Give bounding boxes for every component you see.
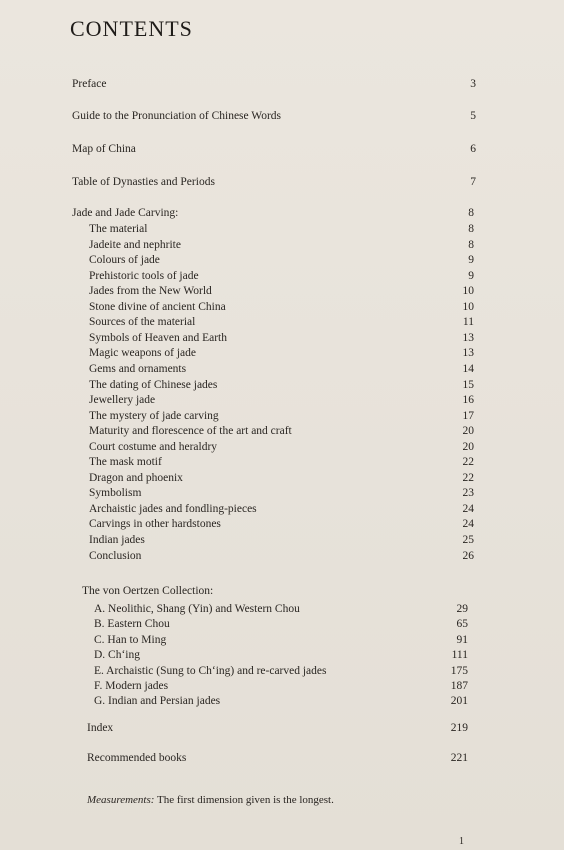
entry-label: Magic weapons of jade [89, 347, 196, 360]
entry-page-number: 6 [470, 143, 476, 155]
entry-label: Stone divine of ancient China [89, 300, 226, 313]
entry-label: Sources of the material [89, 316, 196, 329]
entry-page-number: 11 [462, 316, 474, 329]
entry-page-number: 175 [450, 664, 468, 677]
entry-label: The dating of Chinese jades [89, 378, 218, 391]
entry-page-number: 24 [462, 518, 474, 531]
entry-label: Index [87, 722, 114, 734]
entry-label: The mask motif [89, 456, 162, 469]
entry-page-number: 14 [462, 362, 474, 375]
entry-label: Jadeite and nephrite [89, 238, 181, 251]
entry-page-number: 23 [462, 487, 474, 500]
entry-page-number: 187 [450, 680, 468, 692]
entry-label: G. Indian and Persian jades [94, 695, 221, 708]
entry-page-number: 17 [462, 409, 474, 422]
measurements-note [87, 794, 334, 806]
entry-page-number: 8 [468, 207, 474, 219]
entry-label: Indian jades [89, 534, 145, 546]
page-number: 1 [459, 836, 464, 847]
note-text: The first dimension given is the longest. [154, 794, 334, 806]
entry-page-number: 26 [462, 549, 474, 562]
entry-page-number: 3 [470, 78, 476, 90]
entry-label: B. Eastern Chou [94, 618, 170, 631]
entry-page-number: 13 [462, 331, 474, 344]
entry-label: Symbols of Heaven and Earth [89, 331, 227, 344]
entry-label: Conclusion [89, 549, 142, 562]
entry-page-number: 9 [468, 254, 474, 267]
entry-page-number: 10 [462, 300, 474, 313]
entry-label: F. Modern jades [94, 680, 169, 692]
entry-page-number: 20 [462, 440, 474, 453]
entry-page-number: 8 [468, 223, 474, 235]
entry-label: Archaistic jades and fondling-pieces [89, 502, 257, 515]
page-title: CONTENTS [70, 16, 193, 41]
entry-page-number: 13 [462, 347, 474, 360]
note-emphasis: Measurements: [87, 794, 155, 806]
entry-page-number: 91 [456, 633, 468, 646]
entry-page-number: 24 [462, 502, 474, 515]
entry-label: Jewellery jade [89, 394, 156, 407]
entry-page-number: 7 [470, 176, 476, 188]
entry-page-number: 9 [468, 269, 474, 282]
entry-page-number: 15 [462, 378, 474, 391]
entry-page-number: 65 [456, 618, 468, 631]
entry-page-number: 22 [462, 456, 474, 469]
entry-page-number: 5 [470, 110, 476, 122]
entry-label: Recommended books [87, 752, 187, 764]
entry-label: Dragon and phoenix [89, 471, 183, 484]
entry-label: Symbolism [89, 487, 142, 500]
entry-page-number: 219 [450, 722, 468, 734]
entry-label: Prehistoric tools of jade [89, 269, 199, 282]
entry-label: A. Neolithic, Shang (Yin) and Western Chou [94, 603, 300, 615]
entry-label: Court costume and heraldry [89, 440, 218, 453]
entry-label: Preface [72, 78, 107, 90]
entry-label: Gems and ornaments [89, 362, 187, 375]
entry-page-number: 20 [462, 425, 474, 438]
entry-label: Table of Dynasties and Periods [72, 176, 215, 188]
entry-page-number: 22 [462, 471, 474, 484]
entry-label: The mystery of jade carving [89, 409, 219, 422]
entry-label: Colours of jade [89, 254, 160, 267]
entry-page-number: 201 [450, 695, 468, 708]
entry-page-number: 111 [451, 649, 468, 662]
entry-page-number: 29 [456, 603, 468, 615]
entry-label: Map of China [72, 143, 136, 155]
entry-label: C. Han to Ming [94, 633, 167, 646]
entry-label: Carvings in other hardstones [89, 518, 221, 531]
entry-page-number: 221 [450, 752, 468, 764]
entry-page-number: 25 [462, 534, 474, 546]
entry-label: Guide to the Pronunciation of Chinese Words [72, 110, 282, 122]
entry-page-number: 8 [468, 238, 474, 251]
entry-label: Jade and Jade Carving: [72, 207, 179, 219]
entry-label: E. Archaistic (Sung to Ch‘ing) and re-carved jades [94, 664, 327, 677]
entry-label: Jades from the New World [89, 285, 212, 298]
entry-label: The von Oertzen Collection: [82, 585, 214, 597]
entry-label: Maturity and florescence of the art and craft [89, 425, 292, 438]
entry-page-number: 16 [462, 394, 474, 407]
entry-label: The material [89, 223, 148, 235]
entry-label: D. Ch‘ing [94, 649, 140, 662]
entry-page-number: 10 [462, 285, 474, 298]
